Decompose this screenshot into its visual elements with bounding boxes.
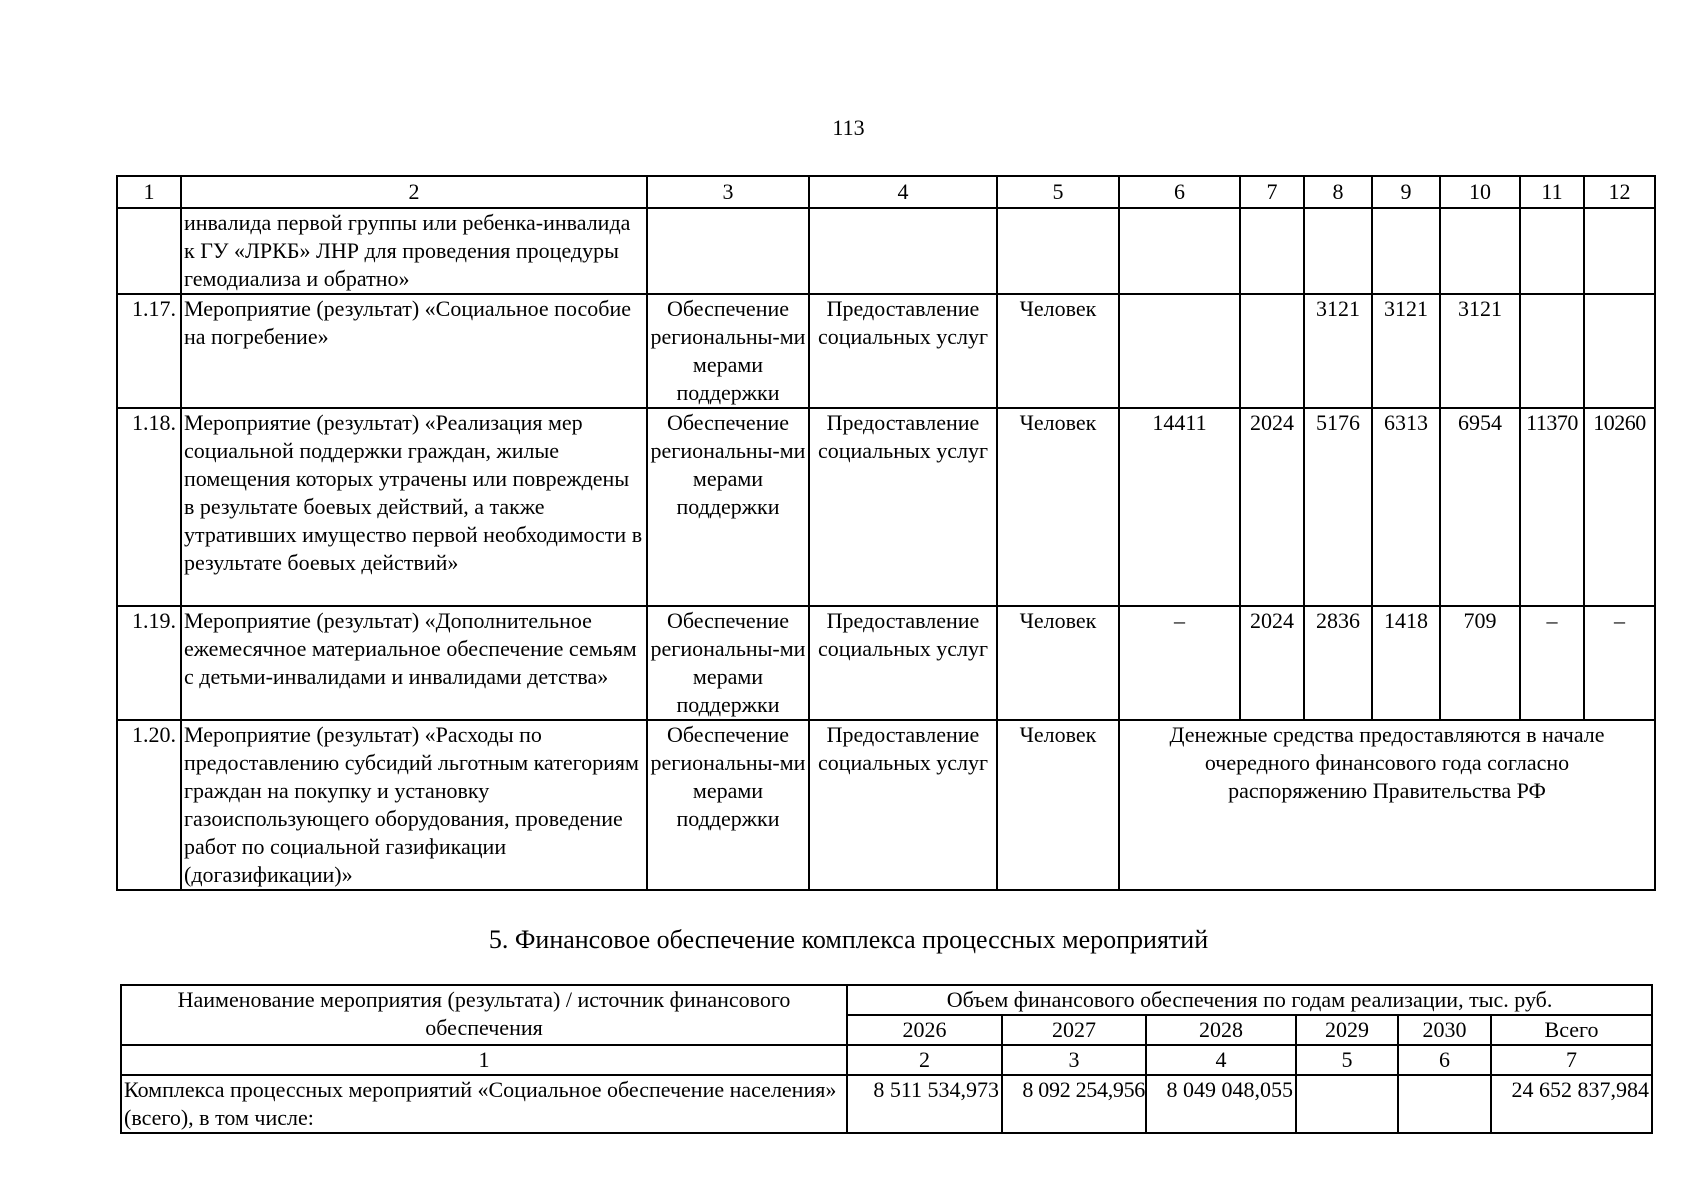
- row-unit: Человек: [997, 606, 1119, 720]
- row-name: Мероприятие (результат) «Расходы по предоставлению субсидий льготным категориям граждан на покупку и установку газоиспользующего оборудования, проведение работ по социальной газификации (догазификации)»: [181, 720, 647, 890]
- financing-table: [120, 984, 1653, 1134]
- column-number: 2: [181, 176, 647, 208]
- value-total: 24 652 837,984: [1491, 1075, 1652, 1133]
- row-unit: Человек: [997, 294, 1119, 408]
- row-name: Мероприятие (результат) «Реализация мер социальной поддержки граждан, жилые помещения которых утрачены или повреждены в результате боевых действий, а также утративших имущество первой необходимости в результате боевых действий»: [181, 408, 647, 606]
- table-row: [117, 720, 1655, 890]
- year-header: 2028: [1146, 1015, 1296, 1045]
- row-characteristic: Предоставление социальных услуг: [809, 606, 997, 720]
- column-number: 7: [1240, 176, 1304, 208]
- row-base-year: 2024: [1240, 408, 1304, 606]
- row-characteristic: Предоставление социальных услуг: [809, 294, 997, 408]
- row-type: Обеспечение региональны-ми мерами поддержки: [647, 294, 809, 408]
- column-number: 1: [121, 1045, 847, 1075]
- row-type: Обеспечение региональны-ми мерами поддержки: [647, 720, 809, 890]
- row-name: Мероприятие (результат) «Социальное пособие на погребение»: [181, 294, 647, 408]
- total-header: Всего: [1491, 1015, 1652, 1045]
- empty-cell: [1119, 208, 1240, 294]
- value-2027: 8 092 254,956: [1002, 1075, 1146, 1133]
- year-header: 2029: [1296, 1015, 1398, 1045]
- row-value-12: 10260: [1584, 408, 1655, 606]
- row-number: 1.19.: [117, 606, 181, 720]
- column-number: 3: [1002, 1045, 1146, 1075]
- row-value-8: 5176: [1304, 408, 1372, 606]
- row-number: 1.17.: [117, 294, 181, 408]
- column-number: 9: [1372, 176, 1440, 208]
- column-number: 4: [1146, 1045, 1296, 1075]
- row-base-value: [1119, 294, 1240, 408]
- empty-cell: [809, 208, 997, 294]
- volume-header: Объем финансового обеспечения по годам реализации, тыс. руб.: [847, 985, 1652, 1015]
- empty-cell: [1372, 208, 1440, 294]
- row-unit: Человек: [997, 408, 1119, 606]
- empty-cell: [647, 208, 809, 294]
- row-value-12: –: [1584, 606, 1655, 720]
- column-number: 6: [1119, 176, 1240, 208]
- row-characteristic: Предоставление социальных услуг: [809, 720, 997, 890]
- row-number: 1.20.: [117, 720, 181, 890]
- table-row: [117, 294, 1655, 408]
- row-value-11: 11370: [1520, 408, 1584, 606]
- indicators-table: [116, 175, 1656, 891]
- year-header: 2027: [1002, 1015, 1146, 1045]
- row-number: 1.18.: [117, 408, 181, 606]
- row-name: инвалида первой группы или ребенка-инвалида к ГУ «ЛРКБ» ЛНР для проведения процедуры гемодиализа и обратно»: [181, 208, 647, 294]
- row-unit: Человек: [997, 720, 1119, 890]
- table-row: [121, 1075, 1652, 1133]
- column-number: 8: [1304, 176, 1372, 208]
- column-number: 6: [1398, 1045, 1491, 1075]
- row-note: Денежные средства предоставляются в начале очередного финансового года согласно распоряжению Правительства РФ: [1119, 720, 1655, 890]
- row-value-9: 3121: [1372, 294, 1440, 408]
- value-2029: [1296, 1075, 1398, 1133]
- financing-header-row: [121, 985, 1652, 1015]
- row-name: Комплекса процессных мероприятий «Социальное обеспечение населения» (всего), в том числе:: [121, 1075, 847, 1133]
- column-number: 2: [847, 1045, 1002, 1075]
- column-number-row: [117, 176, 1655, 208]
- row-value-10: 6954: [1440, 408, 1520, 606]
- row-value-12: [1584, 294, 1655, 408]
- row-base-value: –: [1119, 606, 1240, 720]
- empty-cell: [1440, 208, 1520, 294]
- empty-cell: [1584, 208, 1655, 294]
- table-row: [117, 606, 1655, 720]
- column-number-row: [121, 1045, 1652, 1075]
- row-value-11: –: [1520, 606, 1584, 720]
- row-characteristic: Предоставление социальных услуг: [809, 408, 997, 606]
- name-header: Наименование мероприятия (результата) / источник финансового обеспечения: [121, 985, 847, 1045]
- row-type: Обеспечение региональны-ми мерами поддержки: [647, 606, 809, 720]
- year-header: 2030: [1398, 1015, 1491, 1045]
- empty-cell: [997, 208, 1119, 294]
- column-number: 4: [809, 176, 997, 208]
- column-number: 11: [1520, 176, 1584, 208]
- row-name: Мероприятие (результат) «Дополнительное ежемесячное материальное обеспечение семьям с детьми-инвалидами и инвалидами детства»: [181, 606, 647, 720]
- value-2026: 8 511 534,973: [847, 1075, 1002, 1133]
- row-number: [117, 208, 181, 294]
- column-number: 12: [1584, 176, 1655, 208]
- table-row: [117, 408, 1655, 606]
- row-base-value: 14411: [1119, 408, 1240, 606]
- empty-cell: [1520, 208, 1584, 294]
- row-value-10: 709: [1440, 606, 1520, 720]
- table-row: [117, 208, 1655, 294]
- row-base-year: [1240, 294, 1304, 408]
- row-base-year: 2024: [1240, 606, 1304, 720]
- row-value-8: 2836: [1304, 606, 1372, 720]
- year-header: 2026: [847, 1015, 1002, 1045]
- row-value-9: 6313: [1372, 408, 1440, 606]
- empty-cell: [1240, 208, 1304, 294]
- column-number: 7: [1491, 1045, 1652, 1075]
- row-value-10: 3121: [1440, 294, 1520, 408]
- row-value-9: 1418: [1372, 606, 1440, 720]
- value-2028: 8 049 048,055: [1146, 1075, 1296, 1133]
- column-number: 5: [997, 176, 1119, 208]
- row-value-11: [1520, 294, 1584, 408]
- column-number: 5: [1296, 1045, 1398, 1075]
- column-number: 3: [647, 176, 809, 208]
- column-number: 10: [1440, 176, 1520, 208]
- page-number: 113: [832, 115, 865, 140]
- row-value-8: 3121: [1304, 294, 1372, 408]
- value-2030: [1398, 1075, 1491, 1133]
- section-title: 5. Финансовое обеспечение комплекса процессных мероприятий: [488, 925, 1209, 954]
- empty-cell: [1304, 208, 1372, 294]
- column-number: 1: [117, 176, 181, 208]
- row-type: Обеспечение региональны-ми мерами поддержки: [647, 408, 809, 606]
